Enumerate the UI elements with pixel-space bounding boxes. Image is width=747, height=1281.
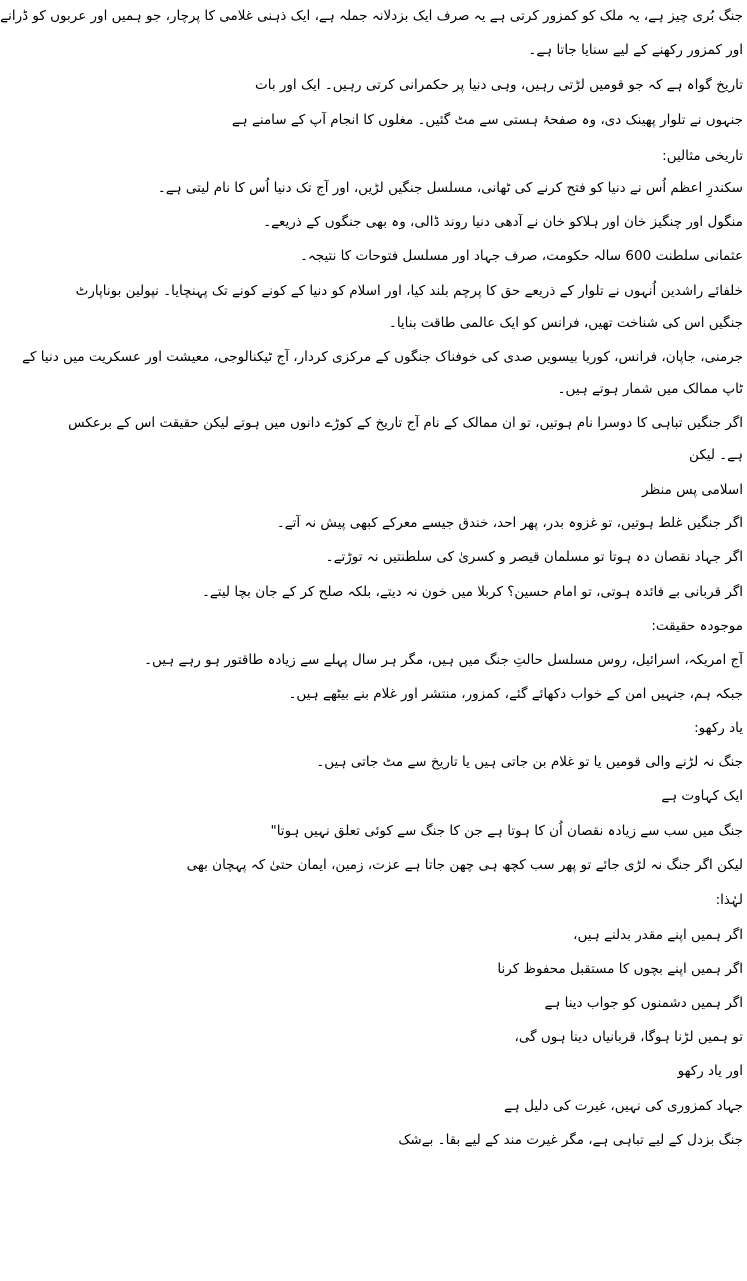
paragraph-line-3: تاریخ گواہ ہے کہ جو قومیں لڑتی رہیں، وہی دنیا پر حکمرانی کرتی رہیں۔ ایک اور بات [255,77,743,93]
paragraph-line-12: ٹاپ ممالک میں شمار ہوتے ہیں۔ [557,381,743,397]
paragraph-line-32: اور یاد رکھو [677,1063,743,1079]
paragraph-line-31: تو ہمیں لڑنا ہوگا، قربانیاں دینا ہوں گی، [514,1029,743,1045]
paragraph-line-2: اور کمزور رکھنے کے لیے سنایا جاتا ہے۔ [528,42,743,58]
paragraph-line-24: ایک کہاوت ہے [661,788,743,804]
paragraph-line-34: جنگ بزدل کے لیے تباہی ہے، مگر غیرت مند کے لیے بقا۔ بےشک [398,1132,743,1148]
paragraph-line-4: جنہوں نے تلوار پھینک دی، وہ صفحۂ ہستی سے مٹ گئیں۔ مغلوں کا انجام آپ کے سامنے ہے [231,112,743,128]
paragraph-line-13: اگر جنگیں تباہی کا دوسرا نام ہوتیں، تو ان ممالک کے نام آج تاریخ کے کوڑے دانوں میں ہوتے لیکن حقیقت اس کے برعکس [68,415,743,431]
paragraph-line-20: آج امریکہ، اسرائیل، روس مسلسل حالتِ جنگ میں ہیں، مگر ہر سال پہلے سے زیادہ طاقتور ہو رہے ہیں۔ [144,652,743,668]
section-heading-historical-examples: تاریخی مثالیں: [662,148,743,164]
section-heading-therefore: لہٰذا: [715,892,743,908]
paragraph-line-18: اگر قربانی بے فائدہ ہوتی، تو امام حسین؟ کربلا میں خون نہ دیتے، بلکہ صلح کر کے جان بچا لیتے۔ [201,584,743,600]
section-heading-current-reality: موجودہ حقیقت: [651,618,743,634]
section-heading-remember: یاد رکھو: [694,720,743,736]
paragraph-line-28: اگر ہمیں اپنے مقدر بدلنے ہیں، [573,927,743,943]
paragraph-line-29: اگر ہمیں اپنے بچوں کا مستقبل محفوظ کرنا [497,961,743,977]
paragraph-line-11: جرمنی، جاپان، فرانس، کوریا بیسویں صدی کی خوفناک جنگوں کے مرکزی کردار، آج ٹیکنالوجی، معیشت اور عسکریت میں دنیا کے [22,349,743,365]
paragraph-line-10: جنگیں اس کی شناخت تھیں، فرانس کو ایک عالمی طاقت بنایا۔ [388,315,743,331]
paragraph-line-9: خلفائے راشدین اُنہوں نے تلوار کے ذریعے حق کا پرچم بلند کیا، اور اسلام کو دنیا کے کونے کونے تک پہنچایا۔ نپولین بوناپارٹ [75,283,743,299]
paragraph-line-7: منگول اور چنگیز خان اور ہلاکو خان نے آدھی دنیا روند ڈالی، وہ بھی جنگوں کے ذریعے۔ [263,214,743,230]
paragraph-line-16: اگر جنگیں غلط ہوتیں، تو غزوہ بدر، پھر احد، خندق جیسے معرکے کبھی پیش نہ آتے۔ [276,515,743,531]
paragraph-line-17: اگر جہاد نقصان دہ ہوتا تو مسلمان قیصر و کسریٰ کی سلطنتیں نہ توڑتے۔ [325,549,743,565]
paragraph-line-25: جنگ میں سب سے زیادہ نقصان اُن کا ہوتا ہے جن کا جنگ سے کوئی تعلق نہیں ہوتا" [270,823,743,839]
paragraph-line-23: جنگ نہ لڑنے والی قومیں یا تو غلام بن جاتی ہیں یا تاریخ سے مٹ جاتی ہیں۔ [316,754,743,770]
paragraph-line-30: اگر ہمیں دشمنوں کو جواب دینا ہے [544,995,743,1011]
paragraph-line-8: عثمانی سلطنت 600 سالہ حکومت، صرف جہاد اور مسلسل فتوحات کا نتیجہ۔ [299,248,743,264]
paragraph-line-14: ہے۔ لیکن [689,447,743,463]
section-heading-islamic-background: اسلامی پس منظر [642,482,743,498]
paragraph-line-6: سکندرِ اعظم اُس نے دنیا کو فتح کرنے کی ٹھانی، مسلسل جنگیں لڑیں، اور آج تک دنیا اُس کا نام لیتی ہے۔ [157,180,743,196]
paragraph-line-26: لیکن اگر جنگ نہ لڑی جائے تو پھر سب کچھ ہی چھن جاتا ہے عزت، زمین، ایمان حتیٰ کہ پہچان بھی [186,857,743,873]
paragraph-line-1: جنگ بُری چیز ہے، یہ ملک کو کمزور کرتی ہے یہ صرف ایک بزدلانہ جملہ ہے، ایک ذہنی غلامی کا پرچار، جو ہمیں اور عربوں کو ڈرانے [0,8,743,24]
paragraph-line-21: جبکہ ہم، جنہیں امن کے خواب دکھائے گئے، کمزور، منتشر اور غلام بنے بیٹھے ہیں۔ [288,686,743,702]
paragraph-line-33: جہاد کمزوری کی نہیں، غیرت کی دلیل ہے [504,1098,743,1114]
